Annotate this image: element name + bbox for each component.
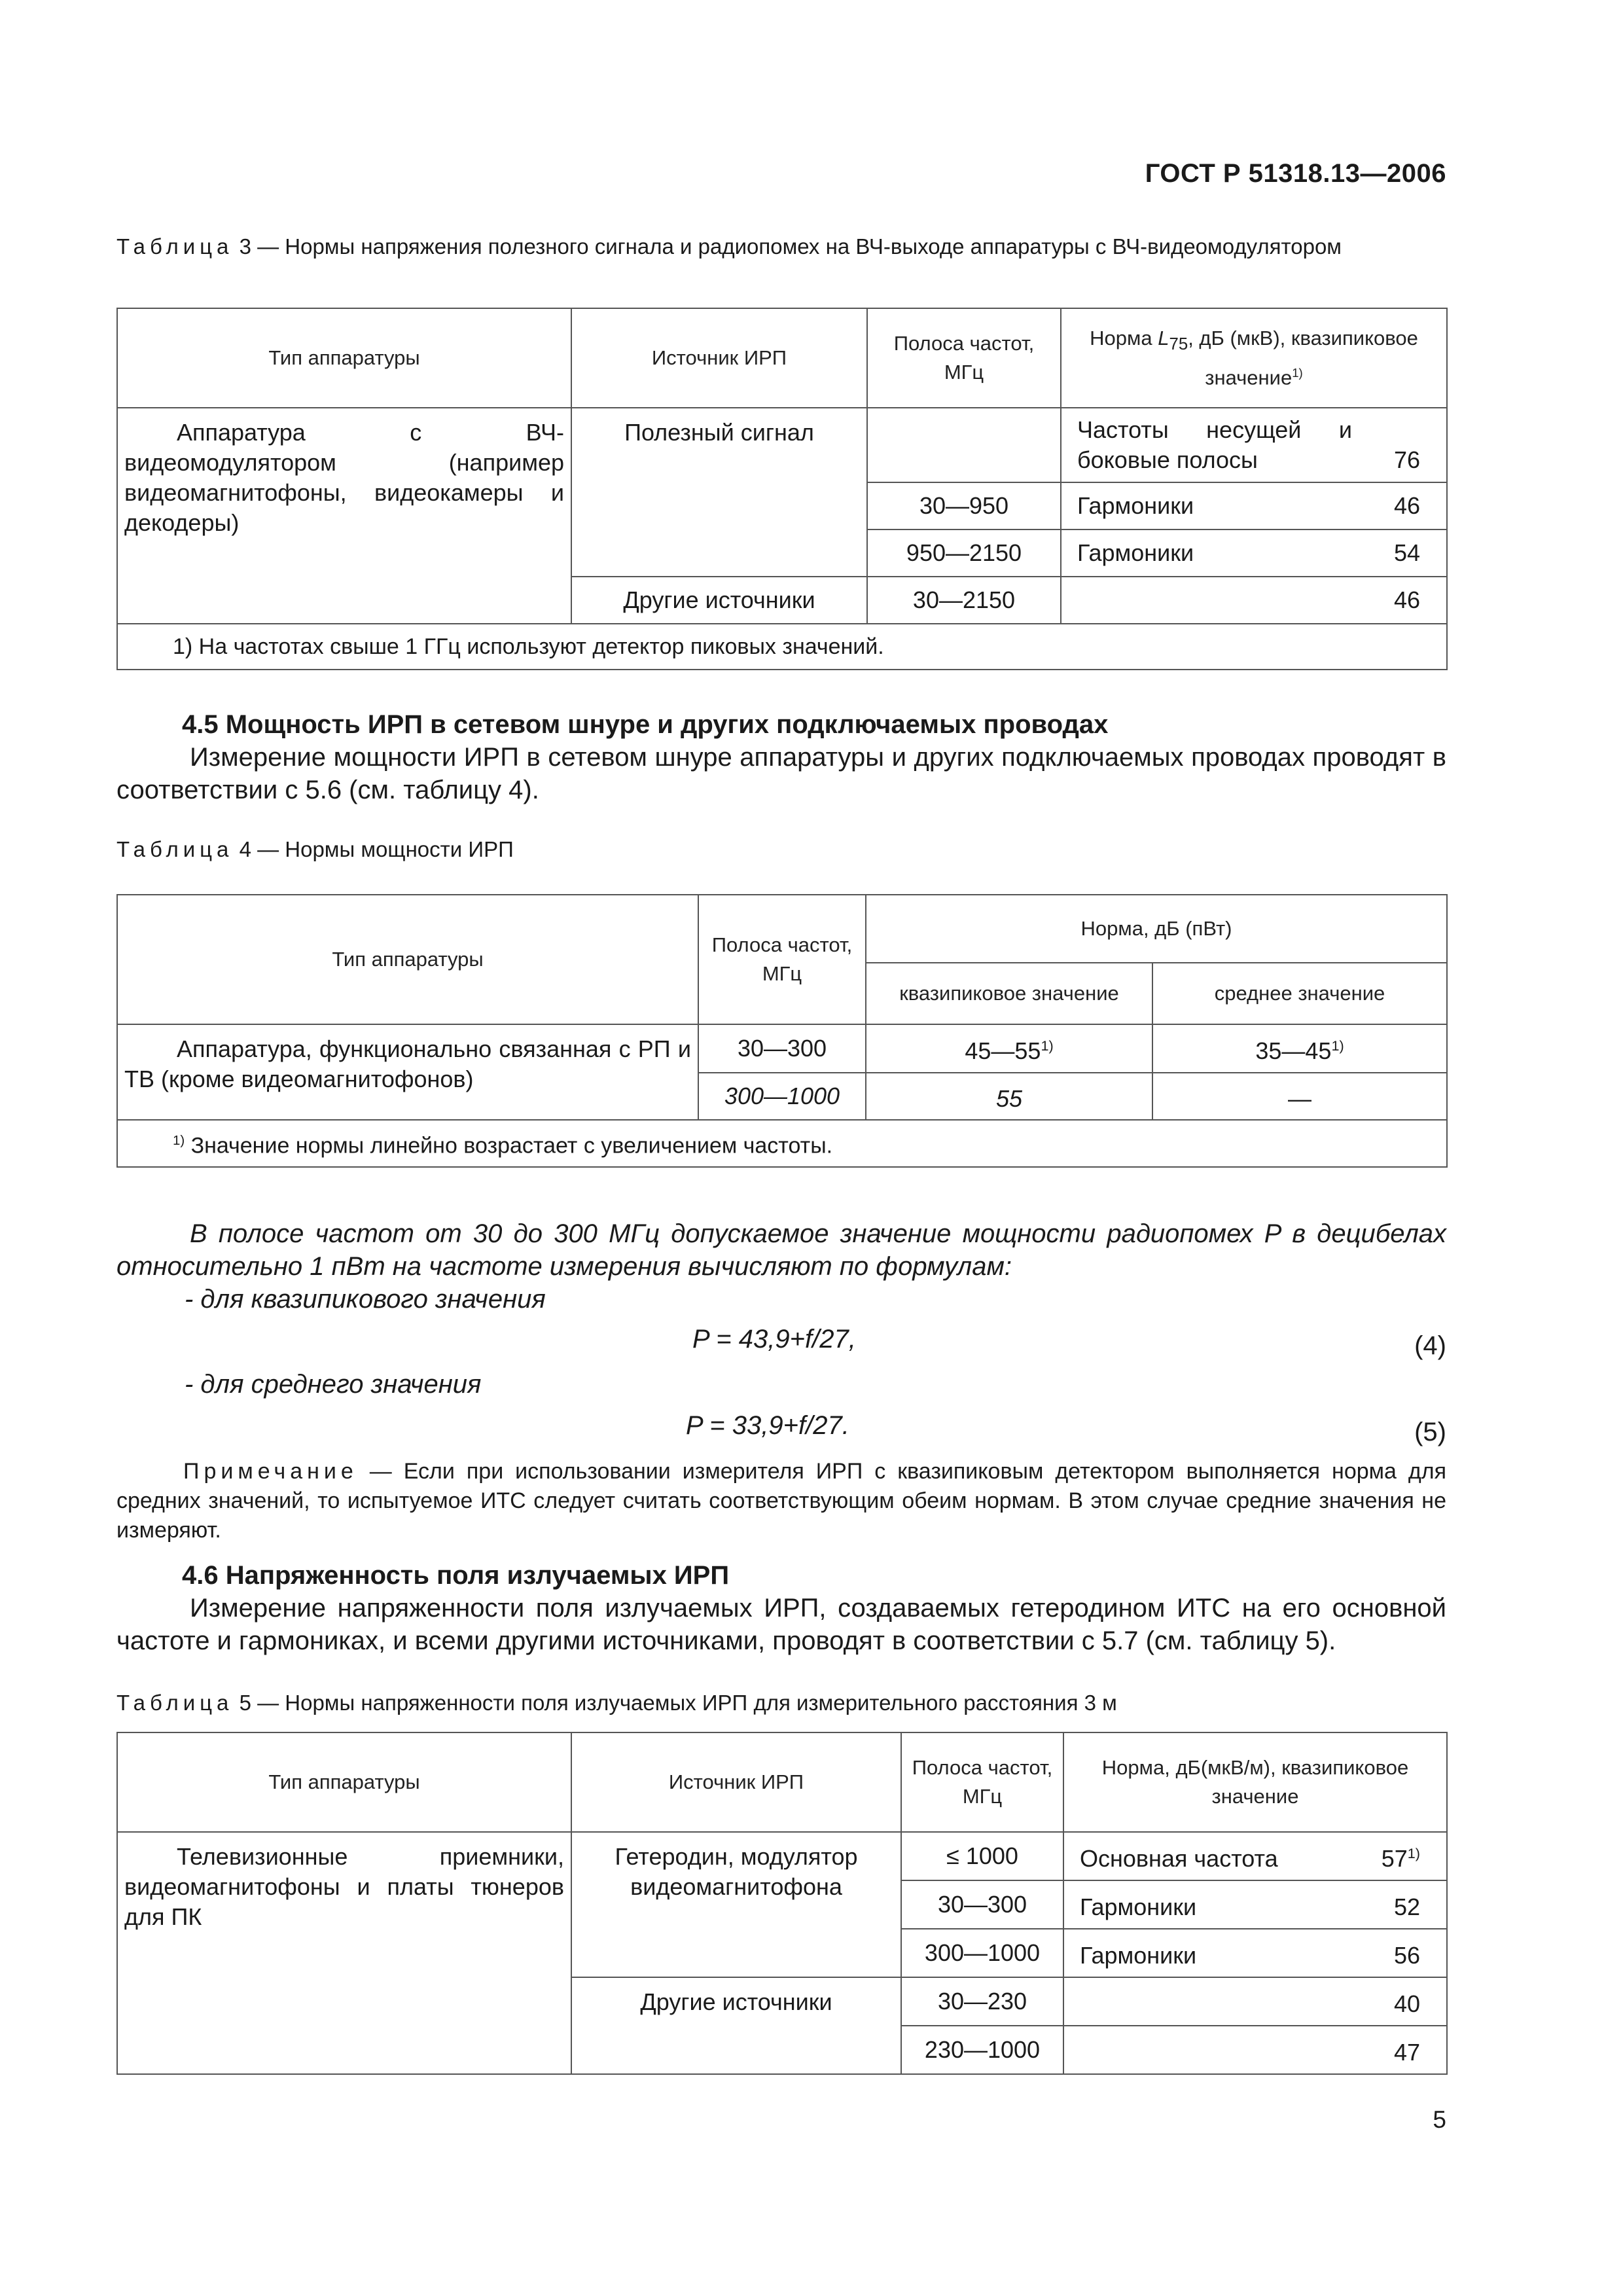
table5-norm-cell: 40 — [1063, 1977, 1447, 2026]
formula-intro — [116, 1217, 1446, 1316]
table5-caption-number: 5 — [239, 1691, 251, 1715]
table4-header-band: Полоса частот, МГц — [698, 895, 866, 1024]
table3-equipment-cell: Аппаратура с ВЧ-видеомодулятором (например видеомагнитофоны, видеокамеры и декодеры) — [117, 408, 571, 624]
table-row — [117, 408, 1447, 482]
table5-equipment-cell: Телевизионные приемники, видеомагнитофоны и платы тюнеров для ПК — [117, 1832, 571, 2074]
table4-avg-cell: 35—45$^{1)}$ — [1152, 1024, 1447, 1073]
table5-norm-cell: Основная частота 57$^{1)}$ — [1063, 1832, 1447, 1880]
table5-caption-label: Таблица — [116, 1691, 234, 1715]
table3-header-band: Полоса частот, МГц — [867, 308, 1061, 408]
formula-item-avg: - для среднего значения — [185, 1370, 482, 1399]
table5-norm-cell: Гармоники 52 — [1063, 1880, 1447, 1929]
table5-band-cell: 230—1000 — [901, 2026, 1063, 2074]
section-4-6-heading: 4.6 Напряженность поля излучаемых ИРП — [182, 1561, 730, 1590]
table3-band-cell: 30—950 — [867, 482, 1061, 529]
table4-caption — [116, 835, 1445, 864]
table4-footnote-row — [117, 1120, 1447, 1167]
table3-caption-number: 3 — [239, 234, 251, 259]
formula-intro-text: В полосе частот от 30 до 300 МГц допускаемое значение мощности радиопомех P в децибелах относительно 1 пВт на частоте измерения вычисляют по формулам: — [116, 1219, 1446, 1281]
table3-header-norm: Норма $L_{75}$, дБ (мкВ), квазипиковое значение$^{1)}$ — [1061, 308, 1447, 408]
table3-band-cell: 950—2150 — [867, 529, 1061, 577]
table4-band-cell: 300—1000 — [698, 1073, 866, 1120]
table4 — [116, 894, 1448, 1168]
section-4-5-text: Измерение мощности ИРП в сетевом шнуре аппаратуры и других подключаемых проводах проводят в соответствии с 5.6 (см. таблицу 4). — [116, 743, 1446, 804]
table3-source-other: Другие источники — [571, 577, 867, 624]
document-code-header: ГОСТ Р 51318.13—2006 — [1145, 159, 1446, 188]
note-text: — Если при использовании измерителя ИРП с квазипиковым детектором выполняется норма для средних значений, то испытуемое ИТС следует считать соответствующим обеим нормам. В этом случае средние значения не измеряют. — [116, 1459, 1446, 1543]
section-4-6 — [116, 1559, 1446, 1657]
table3-band-cell: 30—2150 — [867, 577, 1061, 624]
table5-header-type: Тип аппаратуры — [117, 1732, 571, 1832]
table5-norm-cell: 47 — [1063, 2026, 1447, 2074]
table3-caption-text: — Нормы напряжения полезного сигнала и радиопомех на ВЧ-выходе аппаратуры с ВЧ-видеомодулятором — [251, 234, 1342, 259]
table3-caption — [116, 232, 1445, 261]
table4-header-quasi: квазипиковое значение — [866, 963, 1152, 1024]
table4-caption-text: — Нормы мощности ИРП — [251, 837, 514, 861]
table4-header-avg: среднее значение — [1152, 963, 1447, 1024]
formula-4: P = 43,9+f/27, — [692, 1325, 856, 1354]
table5-header-row — [117, 1732, 1447, 1832]
page-number: 5 — [1433, 2106, 1446, 2133]
table3-header-row — [117, 308, 1447, 408]
table5-band-cell: 30—300 — [901, 1880, 1063, 1929]
section-4-5-heading: 4.5 Мощность ИРП в сетевом шнуре и других подключаемых проводах — [182, 710, 1109, 739]
table3-header-type: Тип аппаратуры — [117, 308, 571, 408]
table3-footnote-row — [117, 624, 1447, 670]
table4-header-norm: Норма, дБ (пВт) — [866, 895, 1447, 963]
table3-source-useful: Полезный сигнал — [571, 408, 867, 577]
table3-band-cell — [867, 408, 1061, 482]
formula-4-number: (4) — [1414, 1331, 1446, 1360]
table-row — [117, 1832, 1447, 1880]
table5-header-band: Полоса частот, МГц — [901, 1732, 1063, 1832]
table5-header-norm: Норма, дБ(мкВ/м), квазипиковое значение — [1063, 1732, 1447, 1832]
table5-band-cell: ≤ 1000 — [901, 1832, 1063, 1880]
table5-caption-text: — Нормы напряженности поля излучаемых ИРП для измерительного расстояния 3 м — [251, 1691, 1117, 1715]
table3-norm-cell: Гармоники 46 — [1061, 482, 1447, 529]
table5-source-other: Другие источники — [571, 1977, 901, 2074]
table5-caption — [116, 1689, 1445, 1717]
table4-quasi-cell: 55 — [866, 1073, 1152, 1120]
section-4-5 — [116, 708, 1446, 806]
table3-norm-cell: 46 — [1061, 577, 1447, 624]
table3-norm-cell: Гармоники 54 — [1061, 529, 1447, 577]
formula-item-quasi: - для квазипикового значения — [185, 1285, 546, 1314]
section-4-6-text: Измерение напряженности поля излучаемых ИРП, создаваемых гетеродином ИТС на его основной частоте и гармониках, и всеми другими источниками, проводят в соответствии с 5.7 (см. таблицу 5). — [116, 1594, 1446, 1655]
table5-band-cell: 30—230 — [901, 1977, 1063, 2026]
table5-band-cell: 300—1000 — [901, 1929, 1063, 1977]
table4-band-cell: 30—300 — [698, 1024, 866, 1073]
table5-header-source: Источник ИРП — [571, 1732, 901, 1832]
table5 — [116, 1732, 1448, 2075]
table4-quasi-cell: 45—55$^{1)}$ — [866, 1024, 1152, 1073]
note-label: Примечание — [183, 1459, 358, 1484]
table3-footnote: 1) На частотах свыше 1 ГГц используют детектор пиковых значений. — [117, 624, 1447, 670]
table3-caption-label: Таблица — [116, 234, 234, 259]
formula-5-number: (5) — [1414, 1418, 1446, 1446]
table4-header-type: Тип аппаратуры — [117, 895, 698, 1024]
table5-source-lo: Гетеродин, модулятор видеомагнитофона — [571, 1832, 901, 1977]
table3-header-source: Источник ИРП — [571, 308, 867, 408]
table4-footnote: $^{1)}$ Значение нормы линейно возрастает с увеличением частоты. — [117, 1120, 1447, 1167]
table4-caption-label: Таблица — [116, 837, 234, 861]
table4-avg-cell: — — [1152, 1073, 1447, 1120]
table3-norm-cell: Частоты несущей и боковые полосы 76 — [1061, 408, 1447, 482]
note — [116, 1457, 1446, 1545]
table5-norm-cell: Гармоники 56 — [1063, 1929, 1447, 1977]
formula-5: P = 33,9+f/27. — [686, 1411, 849, 1440]
table4-caption-number: 4 — [239, 837, 251, 861]
table4-equipment-cell: Аппаратура, функционально связанная с РП и ТВ (кроме видеомагнитофонов) — [117, 1024, 698, 1120]
table4-header-row — [117, 895, 1447, 963]
table3 — [116, 308, 1448, 670]
table-row — [117, 1024, 1447, 1073]
